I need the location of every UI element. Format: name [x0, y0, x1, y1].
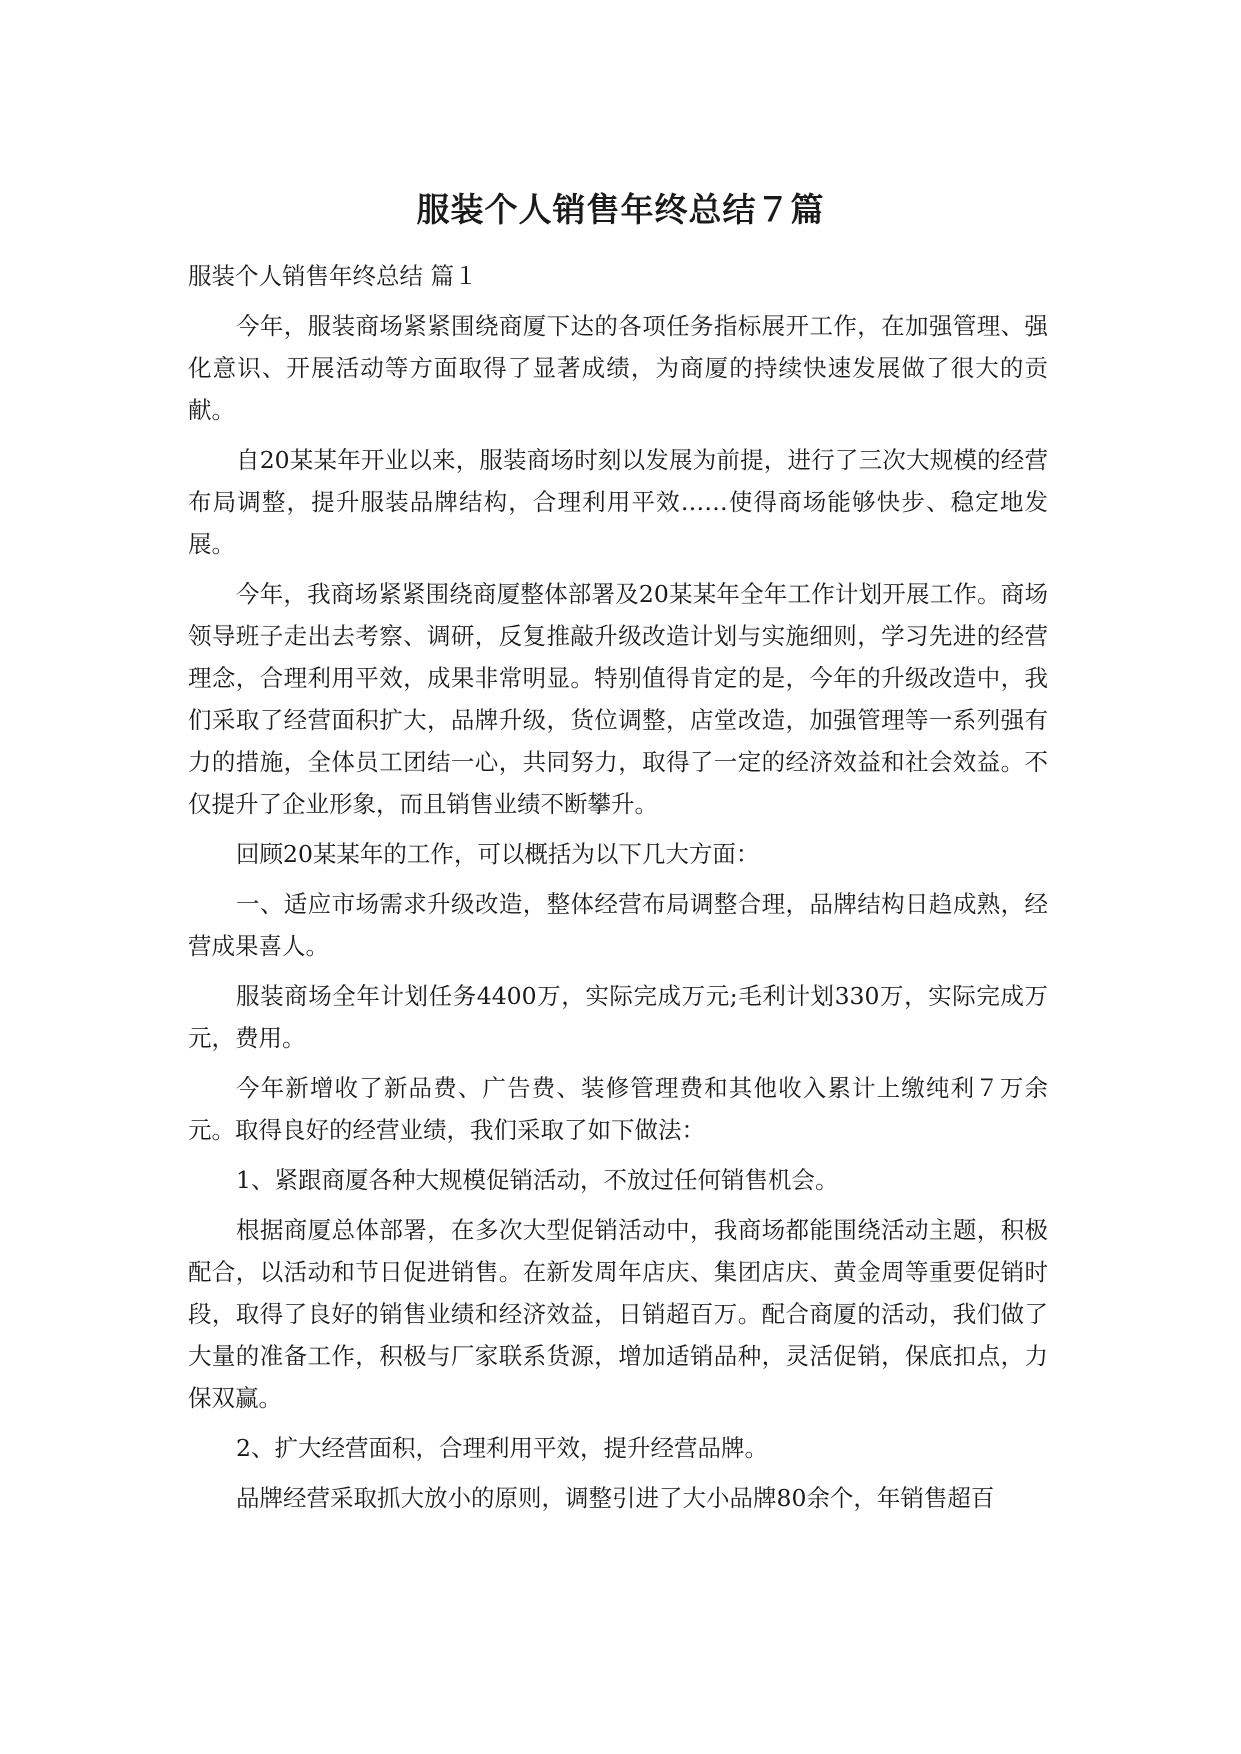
paragraph: 2、扩大经营面积，合理利用平效，提升经营品牌。: [236, 1434, 768, 1462]
document-body: [188, 255, 1048, 1527]
paragraph: 一、适应市场需求升级改造，整体经营布局调整合理，品牌结构日趋成熟，经营成果喜人。: [188, 890, 1048, 960]
paragraph: 品牌经营采取抓大放小的原则，调整引进了大小品牌80余个，年销售超百: [236, 1484, 995, 1512]
section-heading: 服装个人销售年终总结 篇１: [188, 262, 478, 290]
paragraph: 服装商场全年计划任务4400万，实际完成万元;毛利计划330万，实际完成万元，费用。: [188, 982, 1048, 1052]
paragraph: 今年，服装商场紧紧围绕商厦下达的各项任务指标展开工作，在加强管理、强化意识、开展活动等方面取得了显著成绩，为商厦的持续快速发展做了很大的贡献。: [188, 312, 1048, 424]
paragraph: 回顾20某某年的工作，可以概括为以下几大方面：: [236, 840, 760, 868]
paragraph: 1、紧跟商厦各种大规模促销活动，不放过任何销售机会。: [236, 1166, 839, 1194]
paragraph: 今年新增收了新品费、广告费、装修管理费和其他收入累计上缴纯利７万余元。取得良好的经营业绩，我们采取了如下做法：: [188, 1074, 1048, 1144]
paragraph: 今年，我商场紧紧围绕商厦整体部署及20某某年全年工作计划开展工作。商场领导班子走出去考察、调研，反复推敲升级改造计划与实施细则，学习先进的经营理念，合理利用平效，成果非常明显。特别值得肯定的是，今年的升级改造中，我们采取了经营面积扩大，品牌升级，货位调整，店堂改造，加强管理等一系列强有力的措施，全体员工团结一心，共同努力，取得了一定的经济效益和社会效益。不仅提升了企业形象，而且销售业绩不断攀升。: [188, 580, 1048, 818]
paragraph: 自20某某年开业以来，服装商场时刻以发展为前提，进行了三次大规模的经营布局调整，提升服装品牌结构，合理利用平效……使得商场能够快步、稳定地发展。: [188, 446, 1048, 558]
paragraph: 根据商厦总体部署，在多次大型促销活动中，我商场都能围绕活动主题，积极配合，以活动和节日促进销售。在新发周年店庆、集团店庆、黄金周等重要促销时段，取得了良好的销售业绩和经济效益，日销超百万。配合商厦的活动，我们做了大量的准备工作，积极与厂家联系货源，增加适销品种，灵活促销，保底扣点，力保双赢。: [188, 1216, 1048, 1412]
document-title: 服装个人销售年终总结７篇: [416, 190, 825, 229]
